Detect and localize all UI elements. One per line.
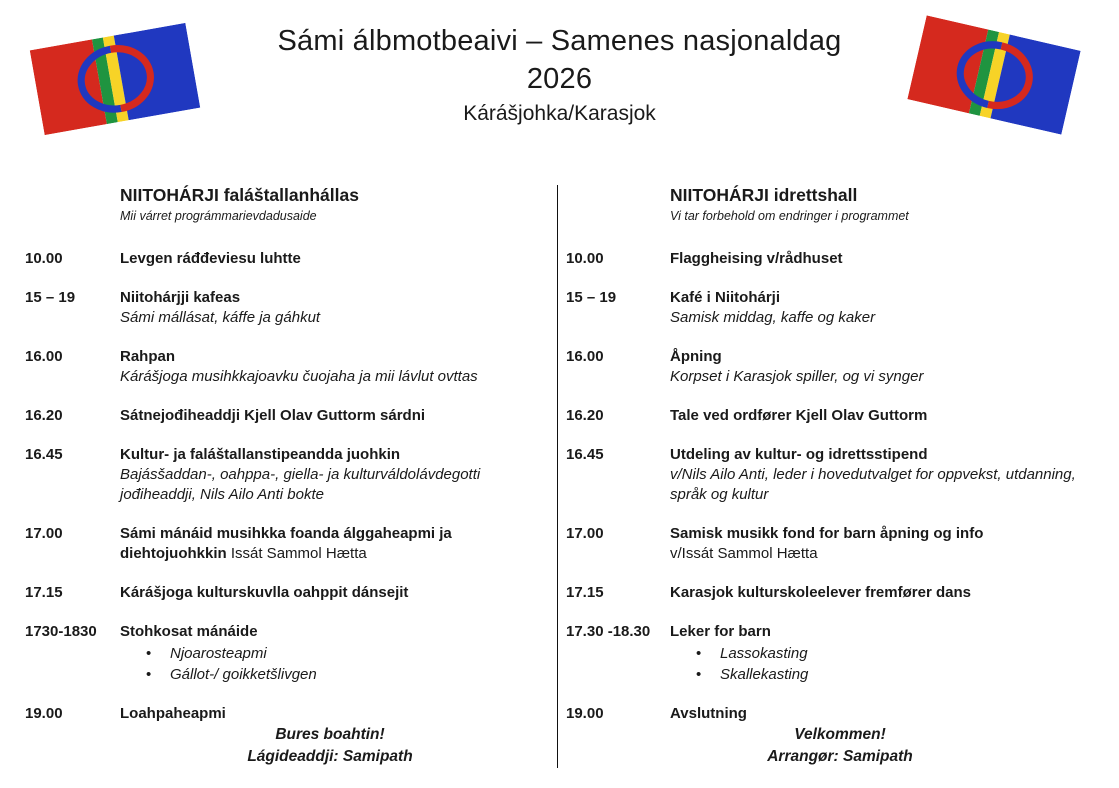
program-row [566, 249, 1100, 269]
program-row [25, 622, 543, 685]
entry-title: Sátnejođiheaddji Kjell Olav Guttorm sárdni [120, 407, 426, 424]
program-row [25, 347, 543, 387]
entry-note: v/Issát Sammol Hætta [670, 545, 818, 562]
poster-title-place: Kárášjohka/Karasjok [463, 102, 656, 125]
organizer-text: Lágideaddji: Samipath [247, 748, 413, 765]
bullet-icon: • [146, 666, 152, 683]
bullet-item: • Lassokasting [696, 645, 808, 662]
entry-time: 1730-1830 [25, 623, 97, 640]
program-row [566, 406, 1100, 426]
entry-title-suffix: Issát Sammol Hætta [226, 545, 367, 562]
program-row [566, 622, 1100, 685]
program-column-norwegian [566, 185, 1100, 768]
entry-note: Bajásšaddan-, oahppa-, giella- ja kulturváldolávdegotti jođiheaddji, Nils Ailo Anti bokte [120, 466, 481, 503]
column-header [670, 185, 1100, 224]
poster-title-line1: Sámi álbmotbeaivi – Samenes nasjonaldag [277, 25, 842, 57]
entry-title: Loahpaheapmi [120, 705, 226, 722]
entry-time: 19.00 [25, 705, 63, 722]
entry-time: 16.45 [566, 446, 604, 463]
entry-title: Rahpan [120, 348, 176, 365]
program-row [566, 704, 1100, 724]
entry-time: 16.00 [25, 348, 63, 365]
welcome-text: Velkommen! [794, 726, 886, 743]
entry-title: Karasjok kulturskoleelever fremfører dans [670, 584, 971, 601]
program-row [25, 583, 543, 603]
bullet-icon: • [146, 645, 152, 662]
column-footer [120, 724, 540, 768]
bullet-item: • Skallekasting [696, 666, 809, 683]
bullet-item: • Njoarosteapmi [146, 645, 267, 662]
column-divider [557, 185, 558, 768]
column-footer [670, 724, 1010, 768]
entry-title: Åpning [670, 348, 722, 365]
program-row [566, 288, 1100, 328]
entry-title: Stohkosat mánáide [120, 623, 258, 640]
program-row [25, 288, 543, 328]
bullet-list [670, 643, 1100, 685]
program-row [566, 524, 1100, 564]
entry-title: Flaggheising v/rådhuset [670, 250, 843, 267]
entry-title: Utdeling av kultur- og idrettsstipend [670, 446, 928, 463]
program-row [25, 524, 543, 564]
entry-time: 15 – 19 [25, 289, 76, 306]
program-row [566, 583, 1100, 603]
entry-title: Leker for barn [670, 623, 771, 640]
column-header [120, 185, 543, 224]
entry-time: 19.00 [566, 705, 604, 722]
venue-title: NIITOHÁRJI idrettshall [670, 185, 858, 205]
entry-title: Niitohárjji kafeas [120, 289, 241, 306]
entry-time: 17.00 [25, 525, 63, 542]
entry-time: 17.15 [25, 584, 63, 601]
entry-note: Samisk middag, kaffe og kaker [670, 309, 876, 326]
entry-time: 17.00 [566, 525, 604, 542]
program-row [25, 704, 543, 724]
entry-title: Tale ved ordfører Kjell Olav Guttorm [670, 407, 928, 424]
poster-title-year: 2026 [526, 63, 593, 95]
entry-time: 10.00 [25, 250, 63, 267]
venue-title: NIITOHÁRJI faláštallanhállas [120, 185, 359, 205]
entry-title: Levgen ráđđeviesu luhtte [120, 250, 301, 267]
entry-time: 17.15 [566, 584, 604, 601]
bullet-item: • Gállot-/ goikketšlivgen [146, 666, 317, 683]
entry-title: Avslutning [670, 705, 747, 722]
entry-time: 17.30 -18.30 [566, 623, 651, 640]
bullet-icon: • [696, 645, 702, 662]
program-row [25, 406, 543, 426]
entry-time: 16.20 [25, 407, 63, 424]
program-row [25, 445, 543, 505]
program-row [25, 249, 543, 269]
entry-time: 15 – 19 [566, 289, 617, 306]
entry-time: 16.20 [566, 407, 604, 424]
organizer-text: Arrangør: Samipath [767, 748, 913, 765]
venue-disclaimer: Vi tar forbehold om endringer i programmet [670, 209, 909, 223]
bullet-icon: • [696, 666, 702, 683]
welcome-text: Bures boahtin! [275, 726, 385, 743]
program-row [566, 347, 1100, 387]
entry-title: Sámi mánáid musihkka foanda álggaheapmi ja diehtojuohkkin [120, 525, 452, 562]
entry-note: v/Nils Ailo Anti, leder i hovedutvalget for oppvekst, utdanning, språk og kultur [670, 466, 1076, 503]
entry-note: Kárášjoga musihkkajoavku čuojaha ja mii lávlut ovttas [120, 368, 478, 385]
venue-disclaimer: Mii várret prográmmarievdadusaide [120, 209, 317, 223]
entry-time: 10.00 [566, 250, 604, 267]
entry-note: Korpset i Karasjok spiller, og vi synger [670, 368, 924, 385]
entry-time: 16.45 [25, 446, 63, 463]
entry-note: Sámi mállásat, káffe ja gáhkut [120, 309, 321, 326]
entry-title: Kultur- ja faláštallanstipeandda juohkin [120, 446, 401, 463]
program-column-sami [25, 185, 543, 768]
program-row [566, 445, 1100, 505]
entry-title: Kárášjoga kulturskuvlla oahppit dánsejit [120, 584, 409, 601]
entry-title: Samisk musikk fond for barn åpning og info [670, 525, 984, 542]
bullet-list [120, 643, 543, 685]
entry-title: Kafé i Niitohárji [670, 289, 781, 306]
entry-time: 16.00 [566, 348, 604, 365]
